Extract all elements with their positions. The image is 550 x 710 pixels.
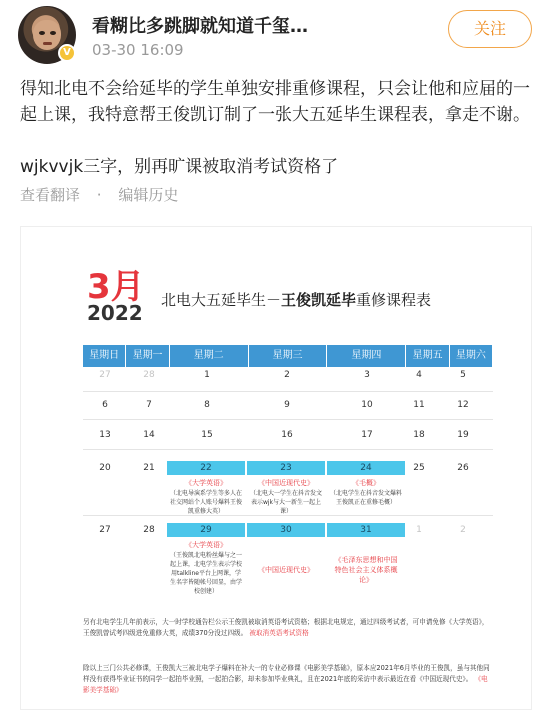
calendar-month: 3月 <box>87 267 145 307</box>
weekday-fri: 星期五 <box>406 345 449 367</box>
calendar-day: 2 <box>284 370 290 380</box>
calendar-day: 18 <box>413 430 425 440</box>
calendar-week-header <box>83 345 493 367</box>
verified-badge-icon: V <box>58 44 76 62</box>
calendar-day: 4 <box>416 370 422 380</box>
row-divider <box>83 419 493 420</box>
calendar-day: 13 <box>99 430 111 440</box>
calendar-day: 6 <box>102 400 108 410</box>
post-meta-row <box>20 184 178 205</box>
calendar-day: 28 <box>143 525 155 535</box>
meta-separator: · <box>96 186 102 204</box>
calendar-day-highlight: 23 <box>247 461 325 475</box>
weekday-sun: 星期日 <box>83 345 126 367</box>
course-note: 《毛泽东思想和中国特色社会主义体系概论》 <box>334 556 398 584</box>
footnote-2: 除以上三门公共必修课，王俊凯大三被北电学子爆料在补大一的专业必修课《电影美学基础》，原本应2021年6月毕业的王俊凯，虽与其他同样没有获得毕业证书的同学一起拍毕业照，一起拍合影，却未参加毕业典礼，且在2021年底的采访中表示最近在看《中国近现代史》。 《电影美学基础》 <box>83 664 490 694</box>
calendar-day: 12 <box>457 400 469 410</box>
post-header <box>0 0 550 72</box>
calendar-day-highlight: 24 <box>327 461 405 475</box>
avatar-face <box>33 20 61 50</box>
calendar-day: 2 <box>460 525 466 535</box>
username[interactable]: 看糊比多跳脚就知道千玺… <box>92 16 308 37</box>
footnote-1-highlight: 被取消英语考试资格 <box>249 629 309 637</box>
weekday-tue: 星期二 <box>170 345 249 367</box>
calendar-day: 27 <box>99 370 111 380</box>
footnote-1: 另有北电学生几年前表示，大一时学校通告栏公示王俊凯被取消英语考试资格；根据北电规定，通过四级考试者，可申请免修《大学英语》，王俊凯曾试考四级进免重修大英，成绩370分没过四级。 被取消英语考试资格 <box>83 618 489 637</box>
calendar-day: 21 <box>143 463 155 473</box>
row-divider <box>83 391 493 392</box>
calendar-day: 27 <box>99 525 111 535</box>
calendar-day: 10 <box>361 400 373 410</box>
calendar-day-highlight: 29 <box>167 523 245 537</box>
post-text-line2: wjkvvjk三字，别再旷课被取消考试资格了 <box>20 157 339 177</box>
calendar-year: 2022 <box>87 301 143 325</box>
calendar-day: 3 <box>364 370 370 380</box>
calendar-day-highlight: 30 <box>247 523 325 537</box>
calendar-day-highlight: 22 <box>167 461 245 475</box>
course-detail: （北电学生在抖音发文爆料王俊凯正在重修毛概） <box>329 490 402 506</box>
course-note: 《大学英语》 <box>185 479 227 487</box>
course-detail: （北电导演系学生等多人在社交网站个人账号爆料王俊凯重修大英） <box>169 490 242 515</box>
calendar-day: 19 <box>457 430 469 440</box>
calendar-day: 17 <box>361 430 373 440</box>
calendar-day: 14 <box>143 430 155 440</box>
calendar-day: 28 <box>143 370 155 380</box>
footnote-2-highlight: 《电影美学基础》 <box>83 675 488 694</box>
calendar-day: 9 <box>284 400 290 410</box>
calendar-day: 16 <box>281 430 293 440</box>
calendar-day: 1 <box>416 525 422 535</box>
calendar-day: 7 <box>146 400 152 410</box>
translate-link[interactable]: 查看翻译 <box>20 186 81 204</box>
follow-button[interactable]: 关注 <box>448 10 532 48</box>
weekday-mon: 星期一 <box>126 345 169 367</box>
course-note: 《中国近现代史》 <box>258 479 314 487</box>
course-detail: （北电大一学生在抖音发文表示wjk与大一新生一起上课） <box>249 490 322 515</box>
post-timestamp: 03-30 16:09 <box>92 41 184 59</box>
calendar-day: 8 <box>204 400 210 410</box>
calendar-day: 25 <box>413 463 425 473</box>
calendar-day: 26 <box>457 463 469 473</box>
calendar-day-highlight: 31 <box>327 523 405 537</box>
calendar-day: 20 <box>99 463 111 473</box>
post-image[interactable] <box>20 226 532 710</box>
course-note: 《中国近现代史》 <box>258 566 314 574</box>
edit-history-link[interactable]: 编辑历史 <box>118 186 179 204</box>
weekday-wed: 星期三 <box>249 345 328 367</box>
row-divider <box>83 449 493 450</box>
calendar-title: 北电大五延毕生－王俊凯延毕重修课程表 <box>161 291 432 309</box>
course-note: 《毛概》 <box>352 479 380 487</box>
calendar-day: 11 <box>413 400 425 410</box>
course-detail: （王俊凯北电粉丝爆与之一起上课，北电学生表示学校用talkline平台上网课，学生名字皆随帐号回显，由学校创建） <box>169 552 242 595</box>
calendar-day: 15 <box>201 430 213 440</box>
post-text: 得知北电不会给延毕的学生单独安排重修课程，只会让他和应届的一起上课，我特意帮王俊凯订制了一张大五延毕生课程表，拿走不谢。 <box>20 79 530 125</box>
calendar-day: 1 <box>204 370 210 380</box>
weekday-sat: 星期六 <box>450 345 493 367</box>
weekday-thu: 星期四 <box>327 345 406 367</box>
calendar-day: 5 <box>460 370 466 380</box>
course-note: 《大学英语》 <box>185 541 227 549</box>
